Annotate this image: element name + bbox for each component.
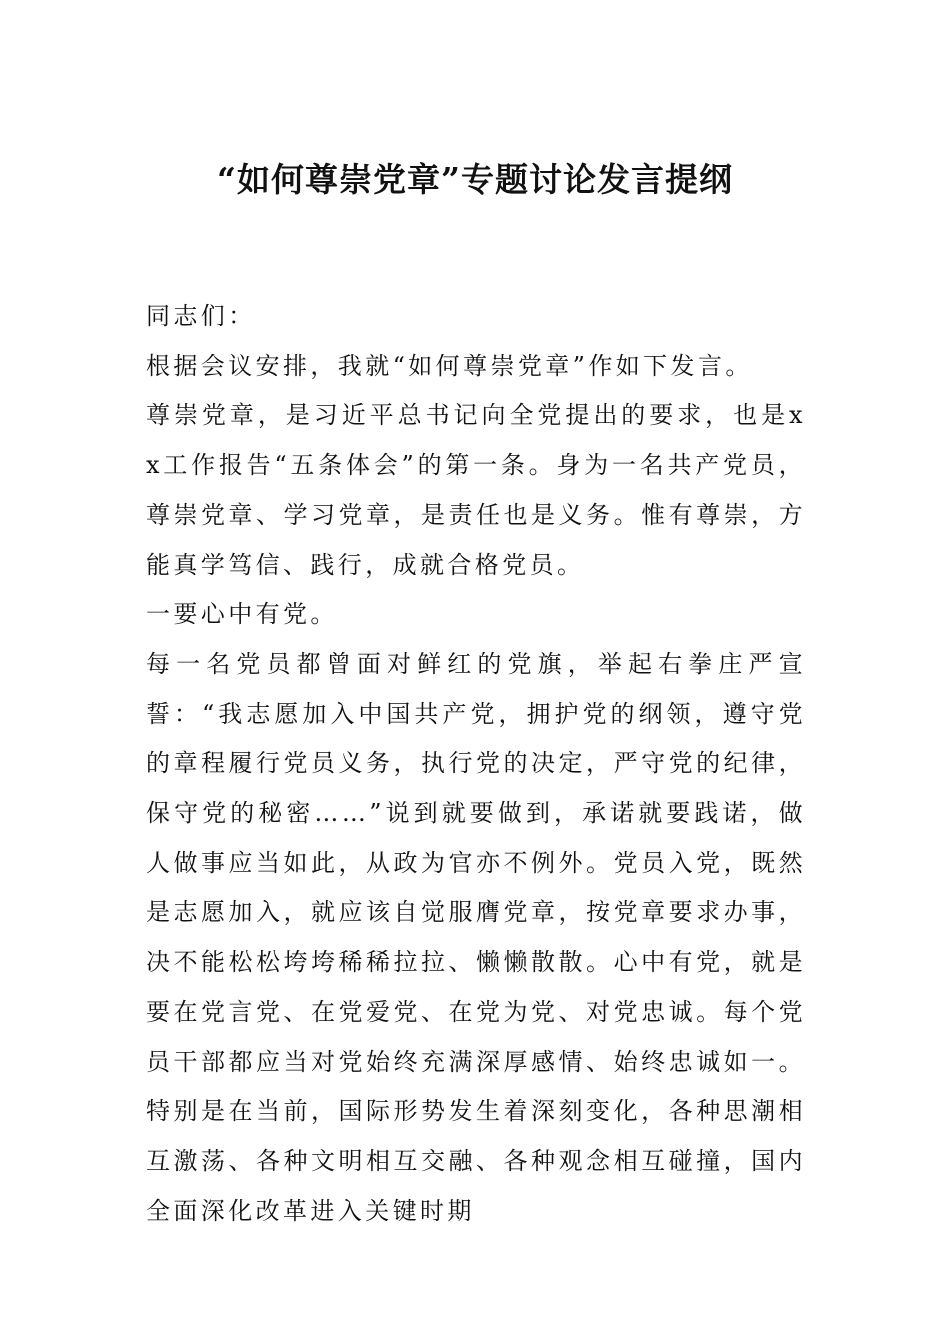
paragraph-oath: 每一名党员都曾面对鲜红的党旗，举起右拳庄严宣誓：“我志愿加入中国共产党，拥护党的纲领，遵守党的章程履行党员义务，执行党的决定，严守党的纪律，保守党的秘密……”说到就要做到，承诺就要践诺，做人做事应当如此，从政为官亦不例外。党员入党，既然是志愿加入，就应该自觉服膺党章，按党章要求办事，决不能松松垮垮稀稀拉拉、懒懒散散。心中有党，就是要在党言党、在党爱党、在党为党、对党忠诚。每个党员干部都应当对党始终充满深厚感情、始终忠诚如一。特别是在当前，国际形势发生着深刻变化，各种思潮相互激荡、各种文明相互交融、各种观念相互碰撞，国内全面深化改革进入关键时期 — [146, 649, 806, 1225]
document-title: “如何尊崇党章”专题讨论发言提纲 — [217, 160, 733, 199]
paragraph-intro: 根据会议安排，我就“如何尊崇党章”作如下发言。 — [146, 351, 753, 380]
paragraph-heading-one: 一要心中有党。 — [146, 600, 338, 629]
paragraph-respect-charter: 尊崇党章，是习近平总书记向全党提出的要求，也是xx工作报告“五条体会”的第一条。身为一名共产党员，尊崇党章、学习党章，是责任也是义务。惟有尊崇，方能真学笃信、践行，成就合格党员。 — [146, 401, 806, 579]
document-body — [146, 292, 806, 1236]
paragraph-salutation: 同志们： — [146, 302, 256, 330]
